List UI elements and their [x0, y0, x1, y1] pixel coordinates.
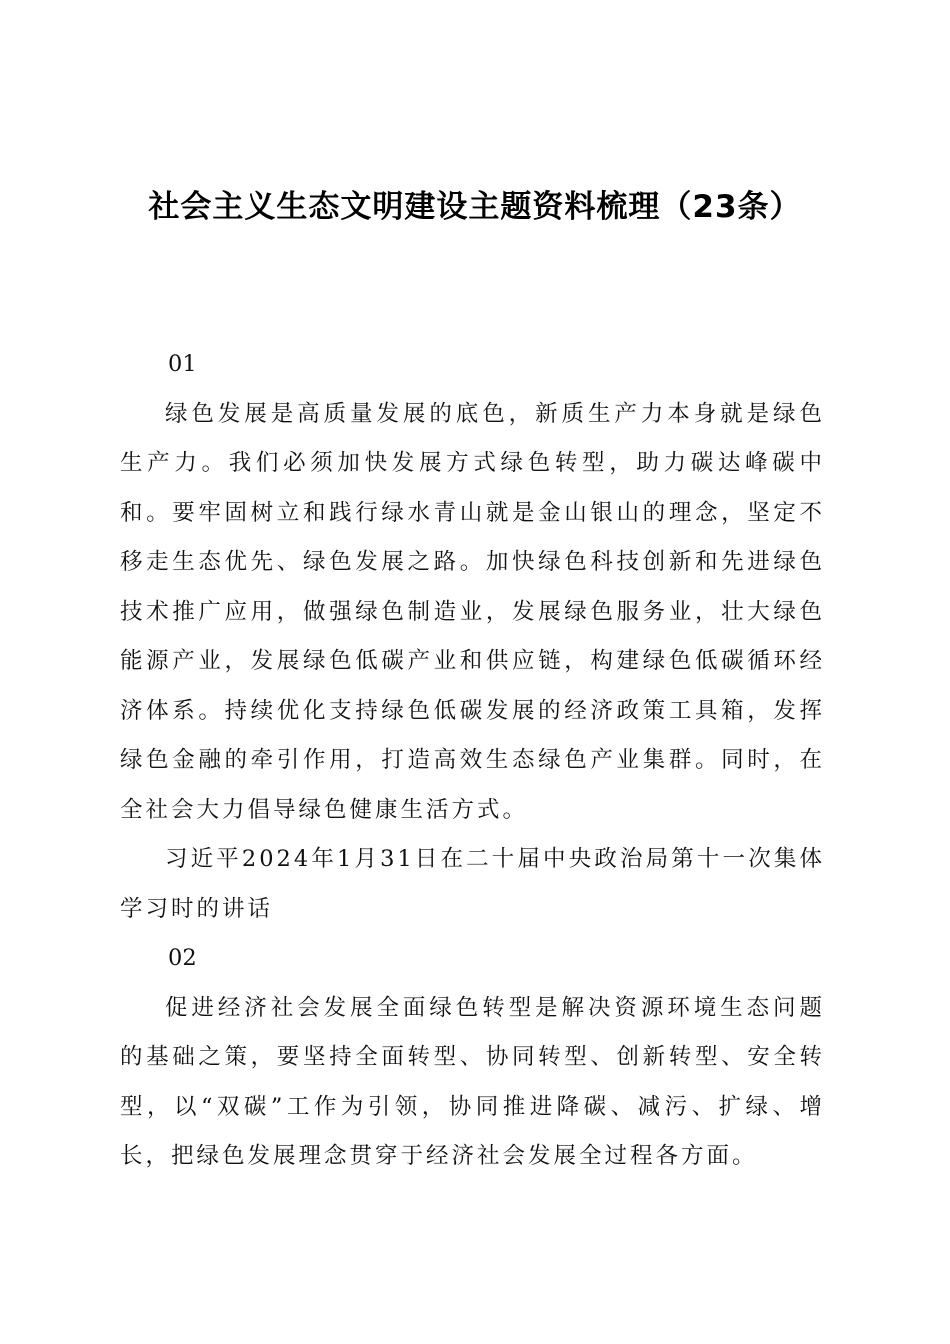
document-title: 社会主义生态文明建设主题资料梳理（23条） — [148, 188, 802, 225]
section-number: 01 — [168, 351, 197, 377]
section-01 — [120, 340, 825, 934]
section-source: 习近平2024年1月31日在二十届中央政治局第十一次集体学习时的讲话 — [120, 846, 825, 922]
section-number: 02 — [168, 945, 197, 971]
section-02 — [120, 934, 825, 1182]
section-paragraph: 促进经济社会发展全面绿色转型是解决资源环境生态问题的基础之策，要坚持全面转型、协同转型、创新转型、安全转型，以“双碳”工作为引领，协同推进降碳、减污、扩绿、增长，把绿色发展理念贯穿于经济社会发展全过程各方面。 — [120, 994, 825, 1169]
document-body — [120, 340, 825, 1182]
section-paragraph: 绿色发展是高质量发展的底色，新质生产力本身就是绿色生产力。我们必须加快发展方式绿色转型，助力碳达峰碳中和。要牢固树立和践行绿水青山就是金山银山的理念，坚定不移走生态优先、绿色发展之路。加快绿色科技创新和先进绿色技术推广应用，做强绿色制造业，发展绿色服务业，壮大绿色能源产业，发展绿色低碳产业和供应链，构建绿色低碳循环经济体系。持续优化支持绿色低碳发展的经济政策工具箱，发挥绿色金融的牵引作用，打造高效生态绿色产业集群。同时，在全社会大力倡导绿色健康生活方式。 — [120, 400, 825, 823]
